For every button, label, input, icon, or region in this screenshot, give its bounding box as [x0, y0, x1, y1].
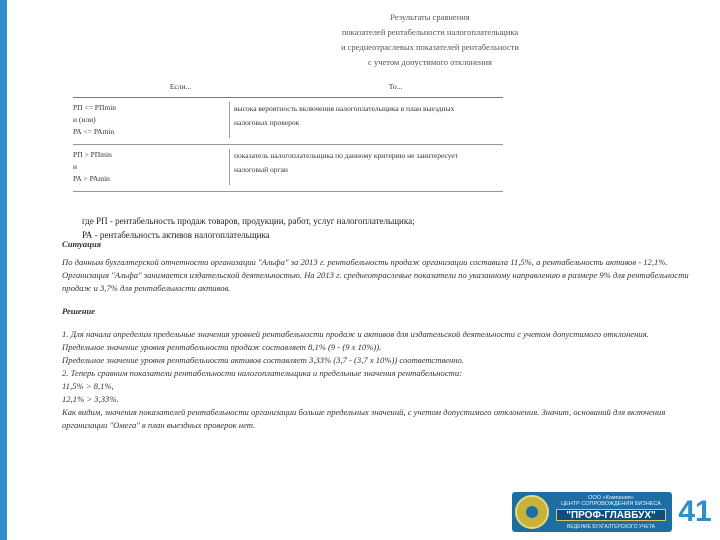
logo-brand: "ПРОФ-ГЛАВБУХ" [556, 509, 666, 521]
solution-paragraph: Как видим, значения показателей рентабельности организации больше предельных значений, с учетом допустимого отклонения. Значит, оснований для включения организации "Омега" в план выездных проверок нет. [62, 407, 666, 430]
condition-line: РП <= РПmin [73, 103, 117, 112]
situation-paragraph: Организация "Альфа" занимается издательской деятельностью. На 2013 г. среднеотраслевые показатели по указанному направлению в размере 9% для рентабельности продаж и 3,7% для рентабельности активов. [62, 270, 689, 293]
table-row [73, 98, 503, 145]
solution-paragraph: 11,5% > 8,1%, [62, 381, 114, 391]
heading-line: и среднеотраслевых показателей рентабельности [341, 42, 519, 52]
solution-paragraph: 2. Теперь сравним показатели рентабельности налогоплательщика и предельные значения рентабельности: [62, 368, 463, 378]
solution-title: Решение [62, 306, 96, 316]
table-header [73, 82, 503, 98]
result-cell [230, 102, 503, 138]
solution-paragraph: Предельное значение уровня рентабельности продаж составляет 8,1% (9 - (9 x 10%)). [62, 342, 382, 352]
heading-line: с учетом допустимого отклонения [368, 57, 492, 67]
condition-cell [73, 149, 230, 185]
heading-line: показателей рентабельности налогоплательщика [341, 27, 519, 37]
result-line: налоговых проверок [234, 118, 300, 127]
condition-cell [73, 102, 230, 138]
logo-caption-bottom: ВЕДЕНИЕ БУХГАЛТЕРСКОГО УЧЕТА [567, 524, 655, 530]
col-header-then: То... [388, 82, 403, 91]
heading-line: Результаты сравнения [390, 12, 470, 22]
condition-line: и [73, 162, 78, 171]
document-heading [290, 10, 570, 70]
document-body [62, 238, 690, 432]
logo-caption-top [552, 495, 670, 507]
situation-title: Ситуация [62, 239, 102, 249]
result-cell [230, 149, 503, 185]
comparison-table [73, 82, 503, 192]
condition-line: РА <= РАmin [73, 127, 115, 136]
result-line: налоговый орган [234, 165, 288, 174]
condition-line: и (или) [73, 115, 96, 124]
condition-line: РА > РАmin [73, 174, 110, 183]
result-line: показатель налогоплательщика по данному критерию не заинтересует [234, 151, 459, 160]
left-accent-bar [0, 0, 7, 540]
col-header-if: Если... [169, 82, 192, 91]
solution-paragraph: 1. Для начала определим предельные значения уровней рентабельности продаж и активов для издательской деятельности с учетом допустимого отклонения. [62, 329, 649, 339]
page-number: 41 [678, 495, 712, 528]
emblem-icon [515, 495, 549, 529]
condition-line: РП > РПmin [73, 150, 112, 159]
footnote-line: где РП - рентабельность продаж товаров, продукции, работ, услуг налогоплательщика; [82, 216, 415, 226]
table-row [73, 145, 503, 192]
footnote-line: РА - рентабельность активов налогоплательщика [82, 230, 270, 240]
logo-company: ООО «Компания» [588, 495, 634, 501]
solution-paragraph: 12,1% > 3,33%. [62, 394, 119, 404]
solution-paragraph: Предельное значение уровня рентабельности активов составляет 3,33% (3,7 - (3,7 x 10%)) соответственно. [62, 355, 464, 365]
logo-tagline: ЦЕНТР СОПРОВОЖДЕНИЯ БИЗНЕСА [561, 501, 661, 507]
result-line: высока вероятность включения налогоплательщика в план выездных [234, 104, 455, 113]
situation-paragraph: По данным бухгалтерской отчетности организации "Альфа" за 2013 г. рентабельность продаж организации составила 11,5%, а рентабельность активов - 12,1%. [62, 257, 668, 267]
